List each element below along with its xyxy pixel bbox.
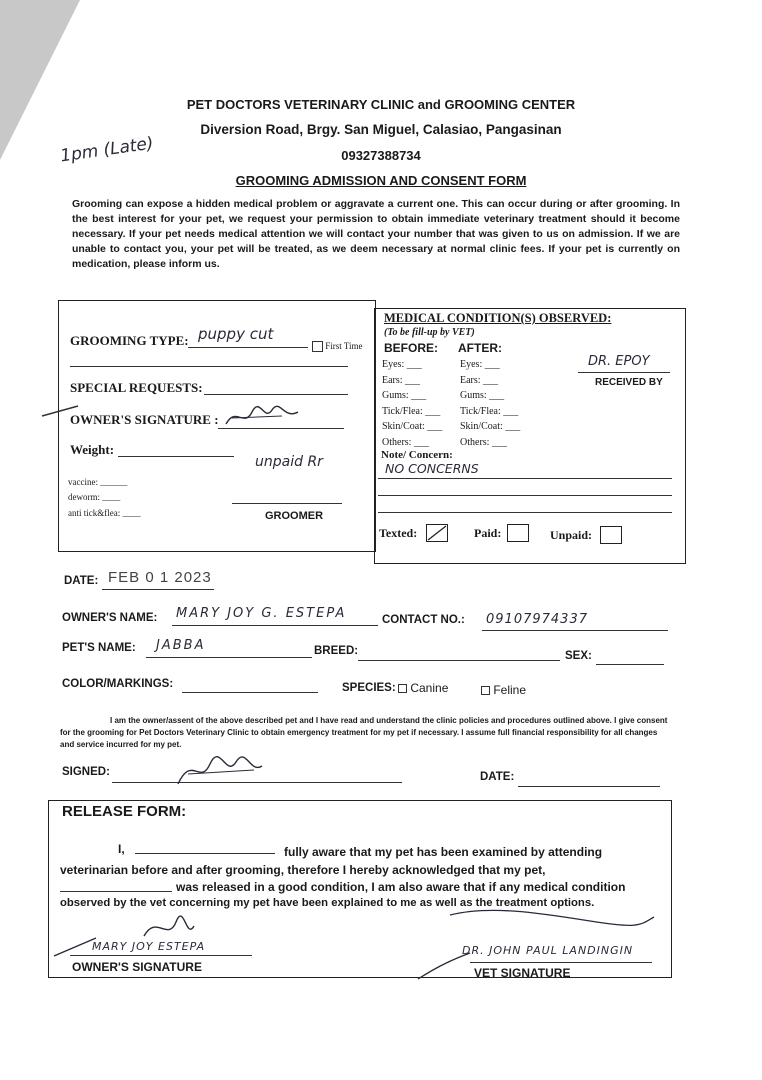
clinic-phone: 09327388734 (341, 148, 421, 163)
canine-checkbox[interactable] (398, 684, 407, 693)
unpaid-checkbox[interactable] (600, 526, 622, 544)
paid-label: Paid: (474, 526, 502, 540)
grooming-type-line (188, 347, 308, 348)
unpaid-note: unpaid Rr (255, 454, 323, 470)
contact-value[interactable]: 09107974337 (486, 612, 588, 627)
date-stamp: FEB 0 1 2023 (108, 569, 212, 586)
date-label: DATE: (64, 575, 99, 587)
deworm-label: deworm: ____ (68, 492, 121, 502)
before-item: Skin/Coat: ___ (382, 421, 443, 432)
release-line-2: veterinarian before and after grooming, therefore I hereby acknowledged that my pet, (60, 863, 546, 877)
anti-tick-label: anti tick&flea: ____ (68, 508, 141, 518)
groomer-line (232, 503, 342, 504)
release-line-1: fully aware that my pet has been examined by attending (284, 845, 603, 859)
first-time-option[interactable] (312, 341, 363, 352)
received-by-value: DR. EPOY (588, 354, 650, 369)
owner-signature-label: OWNER'S SIGNATURE : (70, 412, 219, 427)
weight-line (118, 456, 234, 457)
first-time-label: First Time (325, 341, 363, 351)
weight-label: Weight: (70, 442, 115, 457)
anti-tick-text: anti tick&flea: (68, 508, 121, 518)
signed-label: SIGNED: (62, 766, 110, 778)
owner-signature-scribble (222, 402, 302, 432)
after-item: Eyes: ___ (460, 359, 500, 370)
vet-signature-line (470, 962, 652, 963)
note-line-2 (378, 495, 672, 496)
deworm-text: deworm: (68, 492, 100, 502)
first-time-checkbox[interactable] (312, 341, 323, 352)
medical-subtitle: (To be fill-up by VET) (384, 327, 475, 338)
canine-option[interactable] (398, 681, 448, 695)
before-item: Gums: ___ (382, 390, 427, 401)
received-by-line (578, 372, 670, 373)
form-title: GROOMING ADMISSION AND CONSENT FORM (235, 173, 527, 188)
owner-name-value[interactable]: MARY JOY G. ESTEPA (176, 606, 347, 621)
before-item: Eyes: ___ (382, 359, 422, 370)
groomer-label: GROOMER (265, 510, 324, 522)
contact-label: CONTACT NO.: (382, 614, 465, 626)
after-item: Gums: ___ (460, 390, 505, 401)
pet-name-value[interactable]: JABBA (156, 638, 206, 653)
vet-name: DR. JOHN PAUL LANDINGIN (462, 944, 634, 957)
special-requests-label: SPECIAL REQUESTS: (70, 380, 203, 395)
special-requests-line (204, 394, 348, 395)
check-mark-icon (427, 525, 447, 541)
feline-checkbox[interactable] (481, 686, 490, 695)
owner-signature-line-release (70, 955, 252, 956)
consent-signature-scribble (174, 748, 266, 790)
color-markings-line (182, 692, 318, 693)
after-item: Ears: ___ (460, 374, 499, 386)
after-item: Others: ___ (460, 436, 507, 448)
after-list (460, 357, 520, 450)
pet-name-label: PET'S NAME: (62, 642, 136, 654)
after-item: Skin/Coat: ___ (460, 421, 521, 432)
species-label: SPECIES: (342, 682, 396, 694)
release-owner-sig-label: OWNER'S SIGNATURE (72, 960, 202, 974)
before-item: Others: ___ (382, 436, 429, 448)
texted-checkbox[interactable] (426, 524, 448, 542)
note-line-3 (378, 512, 672, 513)
after-label: AFTER: (458, 341, 502, 355)
before-label: BEFORE: (384, 341, 438, 355)
feline-label: Feline (493, 683, 527, 697)
grooming-type-extra-line (70, 366, 348, 367)
release-name-line (135, 853, 275, 854)
before-item: Ears: ___ (382, 374, 421, 386)
handwritten-time: 1pm (Late) (59, 133, 155, 167)
pet-name-line (146, 657, 312, 658)
color-markings-label: COLOR/MARKINGS: (62, 678, 174, 690)
breed-label: BREED: (314, 645, 359, 657)
release-pet-line (60, 891, 172, 892)
unpaid-label: Unpaid: (550, 528, 593, 542)
canine-label: Canine (410, 681, 449, 695)
release-title: RELEASE FORM: (62, 803, 187, 820)
consent-paragraph: I am the owner/assent of the above described pet and I have read and understand the clinic policies and procedures outlined above. I give consent for the grooming for Pet Doctors Veterinary Clinic to obtain emergency treatment for my pet if necessary. I assume full financial responsibility for all changes and service incurred for my pet. (60, 716, 668, 749)
date-line (102, 589, 214, 590)
sex-line (596, 664, 664, 665)
clinic-address: Diversion Road, Brgy. San Miguel, Calasiao, Pangasinan (200, 122, 562, 137)
intro-paragraph: Grooming can expose a hidden medical problem or aggravate a current one. This can occur during or after grooming. In the best interest for your pet, we request your permission to obtain immediate veterinary treatment should it become necessary. If your pet needs medical attention we will contact your number that was given to us on admission. If we are unable to contact you, your pet will be treated, as we deem necessary at normal clinic fees. If your pet is currently on medication, please inform us. (72, 198, 680, 270)
note-label: Note/ Concern: (381, 449, 453, 461)
vaccine-text: vaccine: (68, 477, 98, 487)
before-item: Tick/Flea: ___ (382, 405, 441, 417)
release-line-4: observed by the vet concerning my pet have been explained to me as well as the treatment options. (60, 897, 595, 909)
release-owner-name: MARY JOY ESTEPA (92, 940, 206, 953)
signed-date-label: DATE: (480, 771, 515, 783)
breed-line (358, 660, 560, 661)
paid-checkbox[interactable] (507, 524, 529, 542)
note-value: NO CONCERNS (385, 461, 479, 476)
grooming-type-label: GROOMING TYPE: (70, 333, 189, 348)
medical-title: MEDICAL CONDITION(S) OBSERVED: (384, 311, 612, 325)
strike-mark (40, 402, 80, 420)
release-line-3: was released in a good condition, I am also aware that if any medical condition (176, 880, 626, 894)
texted-label: Texted: (379, 526, 418, 540)
received-by-label: RECEIVED BY (595, 377, 663, 388)
sex-label: SEX: (565, 650, 592, 662)
vaccine-label: vaccine: ______ (68, 477, 128, 487)
before-list (382, 357, 442, 450)
note-line-1 (378, 478, 672, 479)
signed-date-line (518, 786, 660, 787)
clinic-name: PET DOCTORS VETERINARY CLINIC and GROOMING CENTER (186, 97, 576, 112)
contact-line (482, 630, 668, 631)
feline-option[interactable] (481, 683, 526, 697)
grooming-type-value[interactable]: puppy cut (198, 325, 274, 343)
owner-name-line (172, 625, 378, 626)
after-item: Tick/Flea: ___ (460, 405, 519, 417)
release-i: I, (118, 842, 125, 856)
vet-sig-label: VET SIGNATURE (474, 966, 571, 980)
owner-name-label: OWNER'S NAME: (62, 612, 158, 624)
